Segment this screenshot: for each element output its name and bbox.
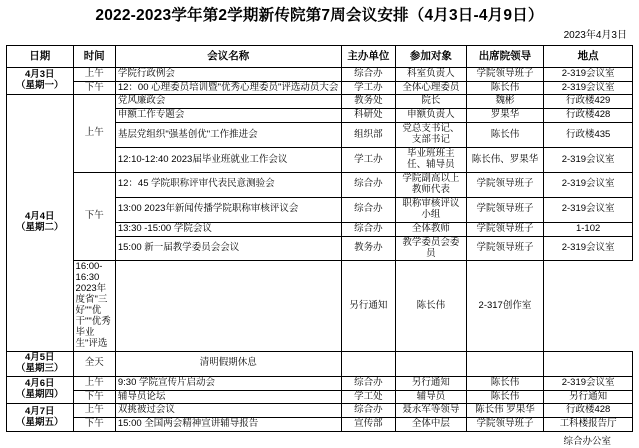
cell-leaders: 陈长伟 bbox=[466, 376, 544, 390]
cell-participants: 全体心理委员 bbox=[396, 81, 467, 95]
column-header-participants: 参加对象 bbox=[396, 45, 467, 67]
meeting-schedule-table bbox=[6, 45, 633, 433]
cell-participants: 辅导员 bbox=[396, 390, 467, 404]
cell-meeting-name: 13:00 2023年新闻传播学院职称审核评议会 bbox=[115, 197, 341, 222]
cell-participants: 全体教师 bbox=[396, 222, 467, 236]
cell-participants: 院长 bbox=[396, 95, 467, 109]
cell-leaders: 学院领导班子 bbox=[466, 236, 544, 261]
cell-participants: 毕业班班主任、辅导员 bbox=[396, 148, 467, 173]
cell-time: 下午 bbox=[73, 172, 115, 260]
cell-leaders: 学院领导班子 bbox=[466, 67, 544, 81]
cell-location: 另行通知 bbox=[544, 390, 633, 404]
cell-location: 2-319会议室 bbox=[544, 236, 633, 261]
cell-location: 2-319会议室 bbox=[544, 67, 633, 81]
cell-time: 全天 bbox=[73, 351, 115, 376]
cell-location: 行政楼435 bbox=[544, 123, 633, 148]
table-header-row bbox=[7, 45, 633, 67]
table-row bbox=[7, 390, 633, 404]
cell-time: 上午 bbox=[73, 95, 115, 173]
cell-meeting-name: 13:30 -15:00 学院会议 bbox=[115, 222, 341, 236]
cell-date: 4月5日 （星期三） bbox=[7, 351, 74, 376]
cell-location bbox=[544, 351, 633, 376]
cell-organizer: 教务处 bbox=[341, 95, 395, 109]
cell-meeting-name: 9:30 学院宣传片启动会 bbox=[115, 376, 341, 390]
cell-leaders bbox=[466, 351, 544, 376]
cell-organizer bbox=[341, 351, 395, 376]
cell-meeting-name: 清明假期休息 bbox=[115, 351, 341, 376]
cell-location: 2-319会议室 bbox=[544, 172, 633, 197]
cell-participants: 另行通知 bbox=[396, 376, 467, 390]
cell-organizer: 综合办 bbox=[341, 404, 395, 418]
cell-location: 1-102 bbox=[544, 222, 633, 236]
cell-participants: 聂永军等领导 bbox=[396, 404, 467, 418]
table-row bbox=[7, 404, 633, 418]
cell-time: 下午 bbox=[73, 390, 115, 404]
cell-location: 行政楼428 bbox=[544, 109, 633, 123]
cell-leaders: 学院领导班子 bbox=[466, 418, 544, 432]
cell-time: 上午 bbox=[73, 404, 115, 418]
cell-location: 2-317创作室 bbox=[466, 261, 544, 351]
cell-meeting-name: 12：45 学院职称评审代表民意测验会 bbox=[115, 172, 341, 197]
cell-leaders: 陈长伟 罗果华 bbox=[466, 404, 544, 418]
table-row bbox=[7, 418, 633, 432]
cell-meeting-name: 12:10-12:40 2023届毕业班就业工作会议 bbox=[115, 148, 341, 173]
cell-participants: 全体中层 bbox=[396, 418, 467, 432]
cell-meeting-name: 15:00 全国两会精神宣讲辅导报告 bbox=[115, 418, 341, 432]
cell-participants: 另行通知 bbox=[341, 261, 395, 351]
cell-leaders: 陈长伟 bbox=[466, 81, 544, 95]
cell-meeting-name: 学院行政例会 bbox=[115, 67, 341, 81]
cell-participants: 党总支书记、支部书记 bbox=[396, 123, 467, 148]
cell-organizer: 科研处 bbox=[341, 109, 395, 123]
cell-participants bbox=[396, 351, 467, 376]
column-header-time: 时间 bbox=[73, 45, 115, 67]
cell-participants: 学院副高以上教师代表 bbox=[396, 172, 467, 197]
cell-organizer: 宣传部 bbox=[341, 418, 395, 432]
cell-time: 下午 bbox=[73, 418, 115, 432]
document-footer: 综合办公室 bbox=[563, 436, 611, 448]
cell-meeting-name: 16:00-16:30 2023年度省"三好""优干""优秀毕业生"评选 bbox=[73, 261, 115, 351]
cell-organizer: 学工办 bbox=[341, 81, 395, 95]
table-row bbox=[7, 81, 633, 95]
cell-leaders: 罗果华 bbox=[466, 109, 544, 123]
cell-leaders: 陈长伟 bbox=[466, 123, 544, 148]
table-row bbox=[7, 95, 633, 109]
cell-date: 4月4日 （星期二） bbox=[7, 95, 74, 351]
cell-time: 上午 bbox=[73, 67, 115, 81]
cell-leaders: 陈长伟 bbox=[396, 261, 467, 351]
cell-date: 4月6日 （星期四） bbox=[7, 376, 74, 404]
column-header-meeting-name: 会议名称 bbox=[115, 45, 341, 67]
cell-location: 2-319会议室 bbox=[544, 197, 633, 222]
cell-location: 2-319会议室 bbox=[544, 148, 633, 173]
cell-location: 行政楼429 bbox=[544, 95, 633, 109]
table-row bbox=[7, 376, 633, 390]
cell-meeting-name: 12：00 心理委员培训暨"优秀心理委员"评选动员大会 bbox=[115, 81, 341, 95]
cell-time: 下午 bbox=[73, 81, 115, 95]
cell-participants: 教学委员会委员 bbox=[396, 236, 467, 261]
document-date: 2023年4月3日 bbox=[563, 29, 627, 41]
cell-organizer: 学工处 bbox=[341, 390, 395, 404]
cell-organizer: 教务办 bbox=[341, 236, 395, 261]
column-header-leaders: 出席院领导 bbox=[466, 45, 544, 67]
cell-organizer: 综合办 bbox=[341, 197, 395, 222]
table-body bbox=[7, 67, 633, 432]
cell-leaders: 学院领导班子 bbox=[466, 197, 544, 222]
cell-participants: 职称审核评议小组 bbox=[396, 197, 467, 222]
cell-leaders: 学院领导班子 bbox=[466, 172, 544, 197]
column-header-organizer: 主办单位 bbox=[341, 45, 395, 67]
cell-organizer: 组织部 bbox=[341, 123, 395, 148]
cell-date: 4月7日 （星期五） bbox=[7, 404, 74, 432]
cell-location: 行政楼428 bbox=[544, 404, 633, 418]
cell-location: 2-319会议室 bbox=[544, 376, 633, 390]
column-header-date: 日期 bbox=[7, 45, 74, 67]
cell-organizer: 综合办 bbox=[341, 172, 395, 197]
cell-leaders: 魏彬 bbox=[466, 95, 544, 109]
cell-meeting-name: 申额工作专题会 bbox=[115, 109, 341, 123]
cell-leaders: 陈长伟 bbox=[466, 390, 544, 404]
table-row bbox=[7, 67, 633, 81]
cell-leaders: 陈长伟、罗果华 bbox=[466, 148, 544, 173]
cell-meeting-name: 双挑被过会议 bbox=[115, 404, 341, 418]
cell-organizer: 综合办 bbox=[341, 67, 395, 81]
table-row bbox=[7, 172, 633, 197]
cell-location: 工科楼报告厅 bbox=[544, 418, 633, 432]
cell-organizer: 综合办 bbox=[341, 222, 395, 236]
cell-organizer: 综合办 bbox=[341, 376, 395, 390]
table-row bbox=[7, 261, 633, 351]
cell-meeting-name: 辅导员论坛 bbox=[115, 390, 341, 404]
column-header-location: 地点 bbox=[544, 45, 633, 67]
cell-meeting-name: 党风廉政会 bbox=[115, 95, 341, 109]
cell-date: 4月3日 （星期一） bbox=[7, 67, 74, 95]
cell-organizer bbox=[115, 261, 341, 351]
table-row bbox=[7, 351, 633, 376]
cell-organizer: 学工办 bbox=[341, 148, 395, 173]
cell-leaders: 学院领导班子 bbox=[466, 222, 544, 236]
cell-participants: 申额负责人 bbox=[396, 109, 467, 123]
cell-participants: 科室负责人 bbox=[396, 67, 467, 81]
cell-time: 上午 bbox=[73, 376, 115, 390]
page-title: 2022-2023学年第2学期新传院第7周会议安排（4月3日-4月9日） bbox=[95, 7, 544, 24]
cell-meeting-name: 基层党组织"强基创优"工作推进会 bbox=[115, 123, 341, 148]
cell-meeting-name: 15:00 新一届教学委员会会议 bbox=[115, 236, 341, 261]
cell-location: 2-319会议室 bbox=[544, 81, 633, 95]
